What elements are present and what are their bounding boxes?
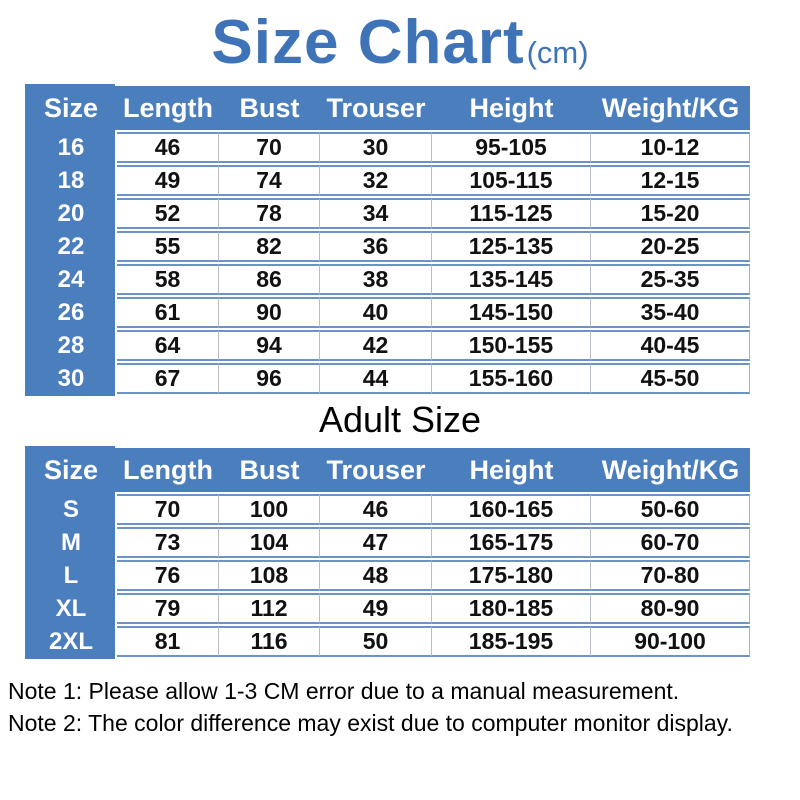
size-row-label: 2XL bbox=[48, 627, 93, 655]
size-row-label: 16 bbox=[57, 133, 85, 161]
table-row bbox=[25, 626, 750, 657]
measurement-cell: 175-180 bbox=[432, 560, 591, 591]
measurement-cell: 135-145 bbox=[432, 264, 591, 295]
size-row-label: XL bbox=[55, 594, 87, 622]
measurement-cell: 38 bbox=[320, 264, 432, 295]
measurement-cell: 50 bbox=[320, 626, 432, 657]
measurement-cell: 125-135 bbox=[432, 231, 591, 262]
measurement-cell: 48 bbox=[320, 560, 432, 591]
column-header: Weight/KG bbox=[591, 448, 750, 492]
measurement-cell: 10-12 bbox=[591, 132, 750, 163]
measurement-cell: 67 bbox=[117, 363, 219, 394]
column-header: Size bbox=[25, 86, 117, 130]
measurement-cell: 50-60 bbox=[591, 494, 750, 525]
measurement-cell: 115-125 bbox=[432, 198, 591, 229]
column-header: Size bbox=[25, 448, 117, 492]
measurement-cell: 42 bbox=[320, 330, 432, 361]
measurement-cell: 20-25 bbox=[591, 231, 750, 262]
size-table bbox=[25, 446, 750, 659]
measurement-cell: 30 bbox=[320, 132, 432, 163]
measurement-cell: 155-160 bbox=[432, 363, 591, 394]
measurement-cell: 78 bbox=[219, 198, 320, 229]
size-row-label: 30 bbox=[57, 364, 85, 392]
measurement-cell: 49 bbox=[117, 165, 219, 196]
measurement-cell: 96 bbox=[219, 363, 320, 394]
measurement-cell: 55 bbox=[117, 231, 219, 262]
measurement-cell: 180-185 bbox=[432, 593, 591, 624]
note-line-2: Note 2: The color difference may exist due to computer monitor display. bbox=[8, 710, 733, 736]
measurement-cell: 34 bbox=[320, 198, 432, 229]
measurement-cell: 90-100 bbox=[591, 626, 750, 657]
size-row-label: 26 bbox=[57, 298, 85, 326]
size-table bbox=[25, 84, 750, 396]
measurement-cell: 185-195 bbox=[432, 626, 591, 657]
measurement-cell: 64 bbox=[117, 330, 219, 361]
measurement-cell: 79 bbox=[117, 593, 219, 624]
measurement-cell: 112 bbox=[219, 593, 320, 624]
measurement-cell: 105-115 bbox=[432, 165, 591, 196]
measurement-cell: 95-105 bbox=[432, 132, 591, 163]
measurement-cell: 100 bbox=[219, 494, 320, 525]
table-row bbox=[25, 231, 750, 262]
measurement-cell: 61 bbox=[117, 297, 219, 328]
measurement-cell: 76 bbox=[117, 560, 219, 591]
measurement-cell: 32 bbox=[320, 165, 432, 196]
table-row bbox=[25, 593, 750, 624]
measurement-cell: 70-80 bbox=[591, 560, 750, 591]
measurement-cell: 12-15 bbox=[591, 165, 750, 196]
measurement-cell: 70 bbox=[117, 494, 219, 525]
size-row-label: 18 bbox=[57, 166, 85, 194]
measurement-cell: 15-20 bbox=[591, 198, 750, 229]
measurement-cell: 40-45 bbox=[591, 330, 750, 361]
size-row-label: 22 bbox=[57, 232, 85, 260]
table-row bbox=[25, 132, 750, 163]
measurement-cell: 52 bbox=[117, 198, 219, 229]
measurement-cell: 35-40 bbox=[591, 297, 750, 328]
size-row-label: 20 bbox=[57, 199, 85, 227]
table-row bbox=[25, 264, 750, 295]
measurement-cell: 74 bbox=[219, 165, 320, 196]
size-row-label: 24 bbox=[57, 265, 85, 293]
measurement-cell: 70 bbox=[219, 132, 320, 163]
table-row bbox=[25, 527, 750, 558]
column-header: Height bbox=[432, 448, 591, 492]
adult-size-table bbox=[25, 446, 800, 659]
measurement-cell: 36 bbox=[320, 231, 432, 262]
measurement-cell: 44 bbox=[320, 363, 432, 394]
page-title bbox=[0, 0, 800, 84]
measurement-cell: 46 bbox=[117, 132, 219, 163]
youth-size-table bbox=[25, 84, 800, 396]
adult-size-heading: Adult Size bbox=[318, 399, 482, 440]
measurement-cell: 47 bbox=[320, 527, 432, 558]
title-text: Size Chart bbox=[211, 8, 525, 77]
notes bbox=[8, 675, 800, 739]
measurement-cell: 108 bbox=[219, 560, 320, 591]
column-header: Bust bbox=[219, 448, 320, 492]
measurement-cell: 40 bbox=[320, 297, 432, 328]
measurement-cell: 160-165 bbox=[432, 494, 591, 525]
measurement-cell: 58 bbox=[117, 264, 219, 295]
table-row bbox=[25, 330, 750, 361]
table-row bbox=[25, 198, 750, 229]
column-header: Height bbox=[432, 86, 591, 130]
measurement-cell: 45-50 bbox=[591, 363, 750, 394]
table-row bbox=[25, 494, 750, 525]
measurement-cell: 165-175 bbox=[432, 527, 591, 558]
size-row-label: S bbox=[62, 495, 79, 523]
measurement-cell: 82 bbox=[219, 231, 320, 262]
measurement-cell: 86 bbox=[219, 264, 320, 295]
size-row-label: 28 bbox=[57, 331, 85, 359]
column-header: Length bbox=[117, 448, 219, 492]
title-unit-label: (cm) bbox=[526, 35, 589, 70]
table-row bbox=[25, 560, 750, 591]
measurement-cell: 116 bbox=[219, 626, 320, 657]
measurement-cell: 60-70 bbox=[591, 527, 750, 558]
table-row bbox=[25, 297, 750, 328]
measurement-cell: 81 bbox=[117, 626, 219, 657]
column-header: Bust bbox=[219, 86, 320, 130]
measurement-cell: 104 bbox=[219, 527, 320, 558]
size-row-label: M bbox=[61, 528, 81, 556]
measurement-cell: 73 bbox=[117, 527, 219, 558]
measurement-cell: 150-155 bbox=[432, 330, 591, 361]
note-line-1: Note 1: Please allow 1-3 CM error due to a manual measurement. bbox=[8, 678, 680, 704]
size-row-label: L bbox=[63, 561, 79, 589]
measurement-cell: 46 bbox=[320, 494, 432, 525]
column-header: Trouser bbox=[320, 448, 432, 492]
measurement-cell: 25-35 bbox=[591, 264, 750, 295]
measurement-cell: 145-150 bbox=[432, 297, 591, 328]
measurement-cell: 90 bbox=[219, 297, 320, 328]
table-row bbox=[25, 363, 750, 394]
measurement-cell: 49 bbox=[320, 593, 432, 624]
table-row bbox=[25, 165, 750, 196]
column-header: Length bbox=[117, 86, 219, 130]
measurement-cell: 94 bbox=[219, 330, 320, 361]
column-header: Weight/KG bbox=[591, 86, 750, 130]
measurement-cell: 80-90 bbox=[591, 593, 750, 624]
column-header: Trouser bbox=[320, 86, 432, 130]
